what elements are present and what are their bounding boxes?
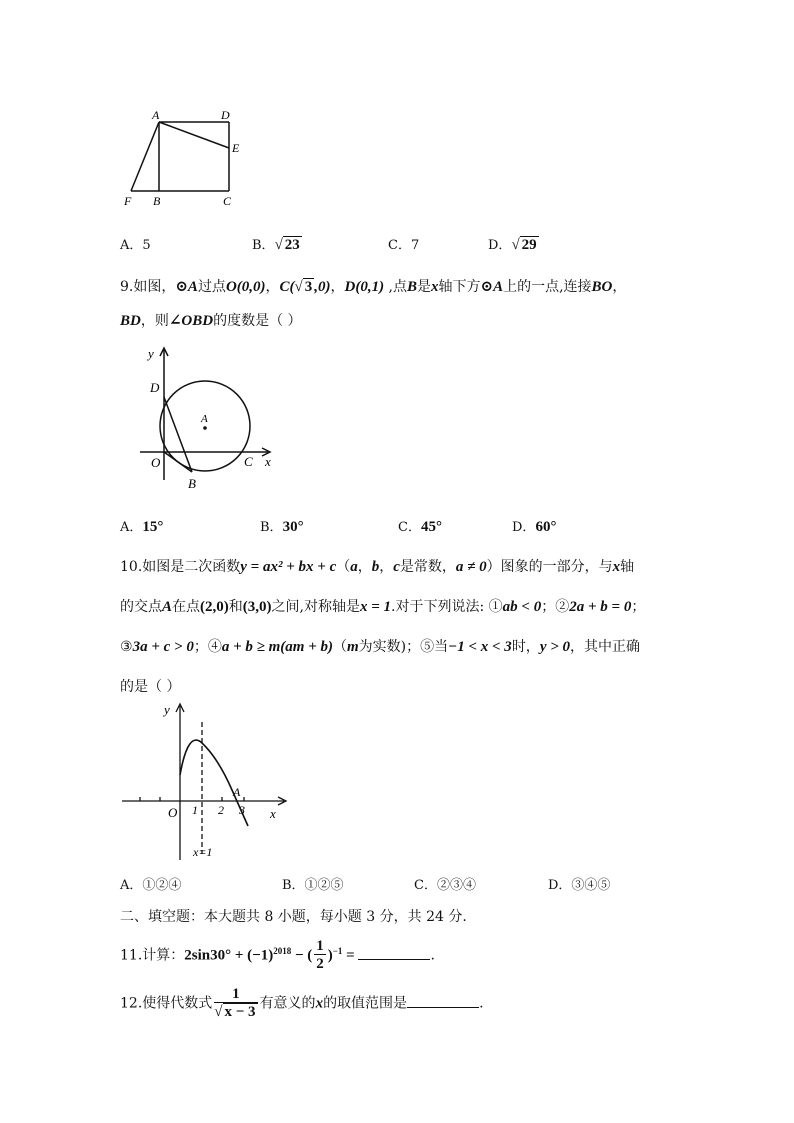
q10-line-2: 的交点A在点(2,0)和(3,0)之间,对称轴是x = 1.对于下列说法: ①ab < 0；②2a + b = 0； <box>120 599 646 615</box>
label-y: y <box>148 346 154 361</box>
q11-fraction: $\frac{1}{2}$ <box>316 938 324 972</box>
q9-option-b: B．30° <box>260 519 304 535</box>
label-A: A <box>233 785 241 799</box>
label-C: C <box>244 454 253 469</box>
figure-q8 <box>115 100 255 212</box>
q9-line-1: 9.如图，⊙A过点O(0,0)，C(√ 3 ,0)，D(0,1) ,点B是x轴下方⊙A上的一点,连接BO， <box>120 279 627 295</box>
label-B: B <box>188 476 196 490</box>
label-3: 3 <box>239 803 245 817</box>
q8-b-radicand: 23 <box>284 237 300 253</box>
label-A: A <box>152 108 160 122</box>
q11-answer-blank[interactable] <box>358 959 430 960</box>
q10-line-1: 10.如图是二次函数y = ax² + bx + c（a，b，c是常数，a ≠ 0）图象的一部分，与x轴 <box>120 559 635 575</box>
label-C: C <box>223 194 232 208</box>
label-D: D <box>150 380 160 395</box>
label-D: D <box>221 108 230 122</box>
label-x: x <box>270 806 276 821</box>
label-axis: x=1 <box>193 845 213 859</box>
label-x: x <box>265 454 271 469</box>
label-1: 1 <box>192 803 198 817</box>
q10-option-a: A．①②④ <box>120 878 182 893</box>
q10-option-b: B．①②⑤ <box>282 878 344 893</box>
q10-line-3: ③3a + c > 0；④a + b ≥ m(am + b)（m为实数)；⑤当−1 < x < 3时，y > 0，其中正确 <box>120 639 641 655</box>
label-B: B <box>153 194 161 208</box>
label-F: F <box>124 194 132 208</box>
q10-option-c: C．②③④ <box>414 878 476 893</box>
figure-q9 <box>140 340 280 490</box>
q11: 11.计算：$2\sin 30^\circ + (-1)^{2018}$ − ( $\frac{1}{2}$ )$^{-1}$ = . <box>120 938 435 972</box>
label-A: A <box>201 413 208 425</box>
q9-option-a: A．15° <box>120 519 164 535</box>
q8-d-radicand: 29 <box>521 237 537 253</box>
q12-answer-blank[interactable] <box>407 1007 479 1008</box>
q12-fraction: $\frac{1}{√ x - 3}$ <box>214 986 256 1020</box>
q8-option-b: B．√ 23 <box>252 237 300 253</box>
q8-option-c: C．7 <box>388 238 420 253</box>
label-2: 2 <box>218 803 224 817</box>
section-2-heading: 二、填空题：本大题共 8 小题，每小题 3 分，共 24 分. <box>120 909 467 925</box>
label-O: O <box>168 805 178 820</box>
label-E: E <box>232 141 240 155</box>
q10-option-d: D．③④⑤ <box>548 878 611 893</box>
q8-option-a: A．5 <box>120 238 151 253</box>
q8-option-d: D．√ 29 <box>488 237 537 253</box>
label-O: O <box>151 455 161 470</box>
q10-line-4: 的是（ ） <box>120 679 181 695</box>
q9-line-2: BD，则∠OBD的度数是（ ） <box>120 313 302 329</box>
q9-option-d: D．60° <box>512 519 557 535</box>
q9-option-c: C．45° <box>398 519 442 535</box>
q12: 12.使得代数式 $\frac{1}{√ x - 3}$ 有意义的x的取值范围是 . <box>120 986 484 1020</box>
label-y: y <box>164 702 170 717</box>
figure-q10 <box>118 700 293 865</box>
